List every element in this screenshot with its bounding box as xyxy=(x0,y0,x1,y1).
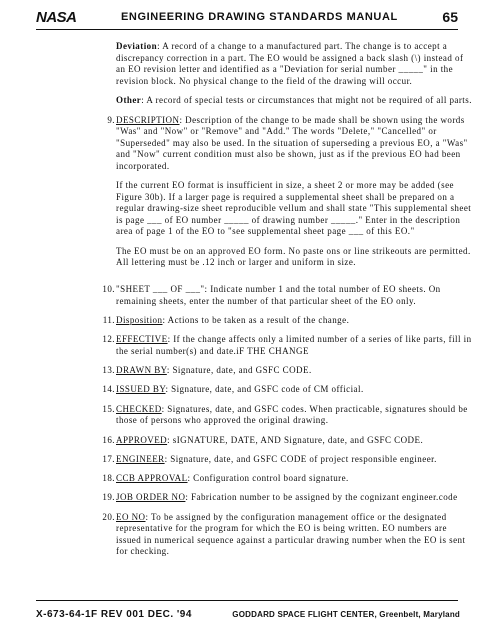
item-number: 12. xyxy=(102,334,115,345)
header-rule xyxy=(36,29,458,30)
item-term: EO NO xyxy=(116,511,146,522)
other-paragraph xyxy=(116,95,472,107)
page-footer xyxy=(36,609,460,623)
item-term: DESCRIPTION xyxy=(116,114,180,125)
item-number: 11. xyxy=(102,315,115,326)
deviation-text: : A record of a change to a manufactured part. The change is to accept a discrepancy correction in a part. The EO would be assigned a back slash (\) instead of an EO revision letter and identified as a "Deviation for serial number _____" in the revision block. No physical change to the field of the drawing will occur. xyxy=(116,41,464,86)
document-id: X-673-64-1F REV 001 DEC. '94 xyxy=(36,609,192,620)
list-item xyxy=(0,512,495,558)
item-number: 16. xyxy=(102,434,115,445)
item-text: : Signature, date, and GSFC CODE. xyxy=(166,365,312,376)
item-number: 13. xyxy=(102,365,115,376)
item-number: 18. xyxy=(102,473,115,484)
item-term: CHECKED xyxy=(116,403,162,414)
item-number: 9. xyxy=(107,114,115,125)
item-number: 14. xyxy=(102,384,115,395)
item-number: 19. xyxy=(102,492,115,503)
list-item xyxy=(0,365,495,377)
item-term: DRAWN BY xyxy=(116,365,167,376)
item-number: 10. xyxy=(102,284,115,295)
list-item xyxy=(0,384,495,396)
footer-rule xyxy=(36,600,458,601)
list-item xyxy=(0,435,495,447)
list-item xyxy=(0,454,495,466)
list-item xyxy=(0,315,495,327)
manual-title: ENGINEERING DRAWING STANDARDS MANUAL xyxy=(121,11,398,23)
item-text: : To be assigned by the configuration management office or the designated representative for the program for which the EO is being written. EO numbers are issued in numerical sequence against a particular drawing number when the EO is sent for checking. xyxy=(116,511,466,557)
organization: GODDARD SPACE FLIGHT CENTER, Greenbelt, Maryland xyxy=(232,610,460,619)
item-text: : Signatures, date, and GSFC codes. When practicable, signatures should be those of persons who approved the original drawing. xyxy=(116,403,468,426)
item-text: : If the change affects only a limited number of a series of like parts, fill in the serial number(s) and date.iF THE CHANGE xyxy=(116,334,472,356)
item-text: : Description of the change to be made shall be shown using the words "Was" and "Now" or "Remove" and "Add." The words "Delete," "Cancelled" or "Superseded" may also be used. In the situation of superseding a previous EO, a "Was" and "Now" current condition must also be shown, just as if the previous EO had been incorporated. xyxy=(116,114,468,171)
item-term: ISSUED BY xyxy=(116,384,166,395)
list-item xyxy=(0,492,495,504)
deviation-term: Deviation xyxy=(116,41,158,51)
list-item xyxy=(0,334,495,357)
item-term: CCB APPROVAL xyxy=(116,473,188,484)
list-item xyxy=(0,115,495,269)
item-text: : Actions to be taken as a result of the change. xyxy=(162,315,350,326)
description-paragraph: If the current EO format is insufficient in size, a sheet 2 or more may be added (see Figure 30b). If a larger page is required a supplemental sheet shall be prepared on a regular drawing-size sheet reproducible vellum and shall state "This supplemental sheet is page ___ of EO number _____ of drawing number _____." Enter in the description area of page 1 of the EO to "see supplemental sheet page ___ of this EO." xyxy=(116,180,472,236)
document-body xyxy=(0,41,495,566)
item-text: "SHEET ___ OF ___": Indicate number 1 and the total number of EO sheets. On remaining sheets, enter the number of that particular sheet of the EO only. xyxy=(116,284,441,306)
item-text: : Signature, date, and GSFC code of CM official. xyxy=(165,384,364,395)
item-term: JOB ORDER NO xyxy=(116,492,186,503)
deviation-paragraph xyxy=(116,41,472,87)
item-text: : Configuration control board signature. xyxy=(187,473,349,484)
item-term: EFFECTIVE xyxy=(116,334,168,345)
list-item xyxy=(0,404,495,427)
page-header xyxy=(36,8,458,28)
page-number: 65 xyxy=(442,9,458,25)
item-term: Disposition xyxy=(116,315,163,326)
item-number: 17. xyxy=(102,453,115,464)
item-text: : sIGNATURE, DATE, AND Signature, date, and GSFC CODE. xyxy=(167,434,424,445)
list-item xyxy=(0,473,495,485)
item-term: ENGINEER xyxy=(116,453,165,464)
item-text: : Signature, date, and GSFC CODE of project responsible engineer. xyxy=(164,453,437,464)
list-item xyxy=(0,284,495,307)
item-number: 20. xyxy=(102,511,115,522)
item-text: : Fabrication number to be assigned by the cognizant engineer.code xyxy=(185,492,458,503)
nasa-logo: NASA xyxy=(36,9,77,26)
other-term: Other xyxy=(116,95,142,105)
description-paragraph xyxy=(116,115,472,173)
other-text: : A record of special tests or circumstances that might not be required of all parts. xyxy=(141,95,472,105)
description-paragraph: The EO must be on an approved EO form. No paste ons or line strikeouts are permitted. All lettering must be .12 inch or larger and uniform in size. xyxy=(116,245,471,267)
item-number: 15. xyxy=(102,403,115,414)
item-term: APPROVED xyxy=(116,434,168,445)
